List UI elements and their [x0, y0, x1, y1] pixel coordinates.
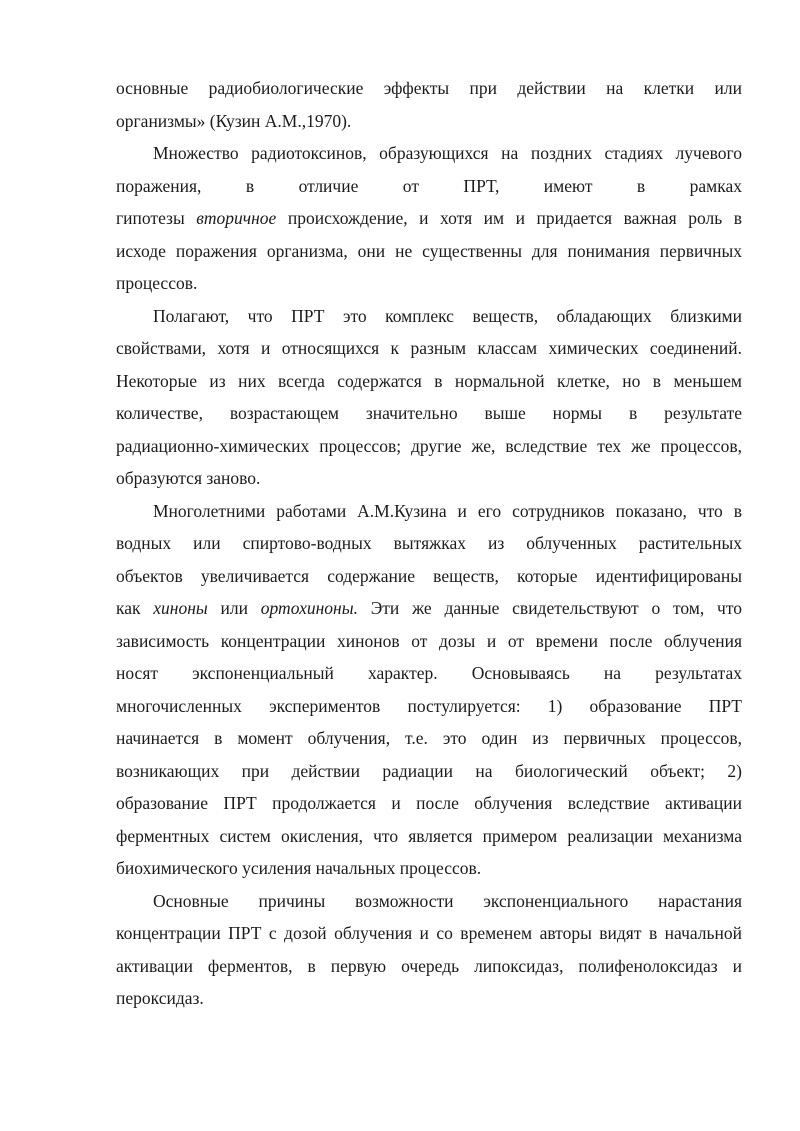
- text-line: основные радиобиологические эффекты при действии на клетки или: [116, 78, 742, 98]
- text-line: процессов.: [116, 273, 198, 293]
- text-line: активации ферментов, в первую очередь липоксидаз, полифенолоксидаз и: [116, 955, 742, 976]
- text-line: концентрации ПРТ с дозой облучения и со временем авторы видят в начальной: [116, 923, 742, 943]
- paragraph: [116, 72, 742, 137]
- text-line: Некоторые из них всегда содержатся в нормальной клетке, но в меньшем: [116, 370, 742, 391]
- text-line: возникающих при действии радиации на биологический объект; 2): [116, 760, 742, 781]
- text-segment: гипотезы: [116, 208, 197, 228]
- paragraph: [116, 137, 742, 300]
- text-segment: происхождение, и хотя им и придается важная роль в: [276, 208, 742, 228]
- paragraph: [116, 495, 742, 885]
- paragraph: [116, 885, 742, 1015]
- text-line: водных или спиртово-водных вытяжках из облученных растительных: [116, 533, 742, 553]
- text-segment: или: [207, 598, 261, 618]
- text-line: [116, 202, 742, 235]
- text-line: начинается в момент облучения, т.е. это один из первичных процессов,: [116, 728, 742, 748]
- italic-term: вторичное: [196, 208, 277, 228]
- text-line: пероксидаз.: [116, 988, 204, 1008]
- text-line: Множество радиотоксинов, образующихся на поздних стадиях лучевого: [153, 143, 742, 163]
- text-line: ферментных систем окисления, что является примером реализации механизма: [116, 825, 742, 846]
- text-line: свойствами, хотя и относящихся к разным классам химических соединений.: [116, 338, 742, 358]
- text-line: поражения, в отличие от ПРТ, имеют в рамках: [116, 175, 742, 196]
- text-line: объектов увеличивается содержание веществ, которые идентифицированы: [116, 565, 742, 586]
- text-line: [116, 592, 742, 625]
- document-body: [116, 72, 742, 1015]
- text-line: организмы» (Кузин А.М.,1970).: [116, 110, 352, 131]
- text-line: Полагают, что ПРТ это комплекс веществ, обладающих близкими: [153, 305, 742, 326]
- text-line: многочисленных экспериментов постулируется: 1) образование ПРТ: [116, 695, 742, 716]
- paragraph: [116, 300, 742, 495]
- text-segment: Эти же данные свидетельствуют о том, что: [357, 598, 742, 618]
- italic-term: хиноны: [153, 598, 208, 618]
- text-line: исходе поражения организма, они не существенны для понимания первичных: [116, 240, 742, 261]
- text-line: радиационно-химических процессов; другие же, вследствие тех же процессов,: [116, 435, 742, 456]
- text-line: количестве, возрастающем значительно выше нормы в результате: [116, 403, 742, 423]
- text-line: биохимического усиления начальных процессов.: [116, 858, 482, 878]
- text-line: носят экспоненциальный характер. Основываясь на результатах: [116, 663, 742, 683]
- text-line: зависимость концентрации хинонов от дозы и от времени после облучения: [116, 630, 742, 651]
- text-line: образование ПРТ продолжается и после облучения вследствие активации: [116, 793, 742, 813]
- text-line: образуются заново.: [116, 468, 261, 488]
- text-line: Многолетними работами А.М.Кузина и его сотрудников показано, что в: [153, 500, 742, 521]
- text-line: Основные причины возможности экспоненциального нарастания: [153, 890, 742, 911]
- text-segment: как: [116, 598, 154, 618]
- italic-term: ортохиноны.: [260, 598, 358, 618]
